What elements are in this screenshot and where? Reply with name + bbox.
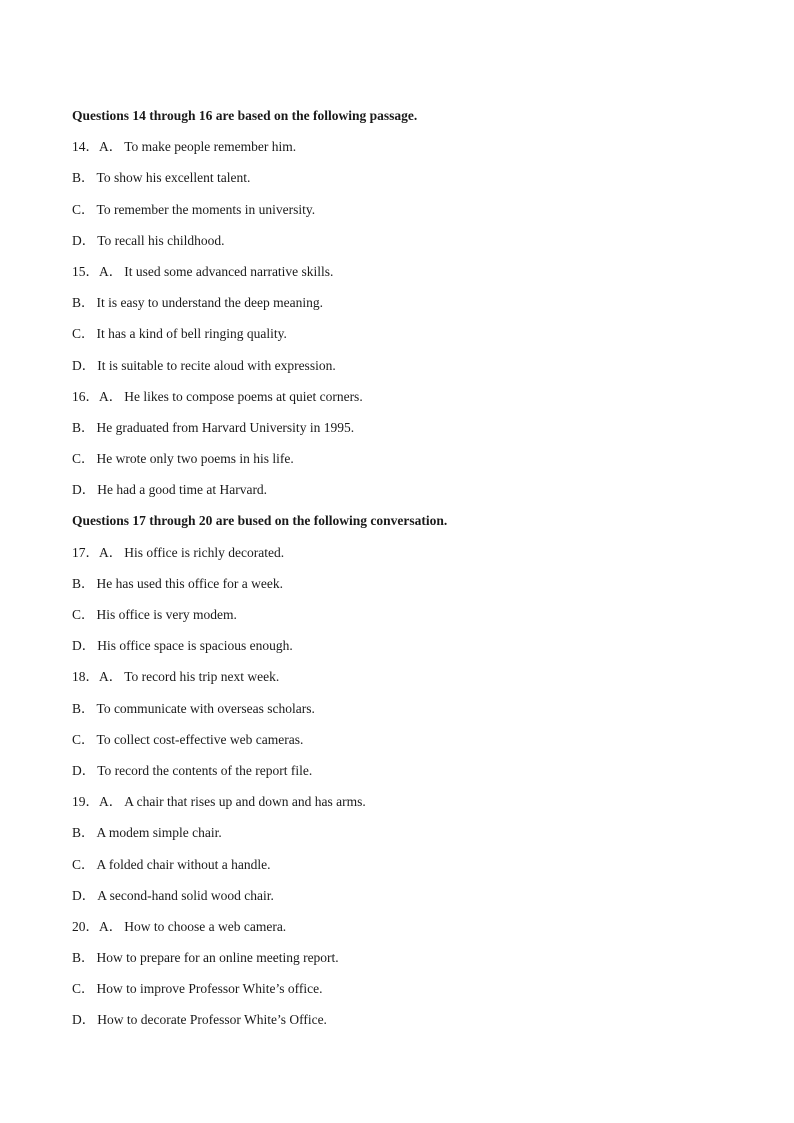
question-17-option-d — [72, 630, 752, 661]
question-19-option-c — [72, 849, 752, 880]
question-18-option-b — [72, 693, 752, 724]
option-label: D． — [72, 638, 96, 654]
option-label: 15．A． — [72, 263, 123, 279]
option-label: B． — [72, 170, 95, 186]
option-text: How to prepare for an online meeting report. — [96, 950, 339, 966]
question-18-option-c — [72, 724, 752, 755]
question-16-option-b — [72, 412, 752, 443]
question-19-option-d — [72, 880, 752, 911]
question-15-option-c — [72, 318, 752, 349]
option-label: B． — [72, 419, 95, 435]
option-text: It has a kind of bell ringing quality. — [96, 326, 287, 342]
option-label: B． — [72, 825, 95, 841]
option-label: 16．A． — [72, 388, 123, 404]
option-label: D． — [72, 232, 96, 248]
option-text: To remember the moments in university. — [96, 201, 316, 217]
option-label: D． — [72, 1012, 96, 1028]
option-text: A chair that rises up and down and has arms. — [124, 794, 366, 810]
option-label: B． — [72, 295, 95, 311]
question-20-option-c — [72, 973, 752, 1004]
option-text: To record the contents of the report file. — [97, 762, 313, 778]
question-18-option-a — [72, 661, 752, 692]
option-text: To make people remember him. — [124, 139, 297, 155]
question-14-option-c — [72, 194, 752, 225]
question-15-option-d — [72, 350, 752, 381]
option-label: C． — [72, 607, 95, 622]
question-17-option-a — [72, 537, 752, 568]
option-label: B． — [72, 950, 95, 966]
option-text: To collect cost-effective web cameras. — [96, 731, 304, 747]
option-text: How to improve Professor White’s office. — [96, 981, 323, 997]
option-text: It used some advanced narrative skills. — [124, 263, 334, 279]
option-text: His office space is spacious enough. — [97, 638, 293, 654]
option-label: C． — [72, 451, 95, 467]
option-label: 19．A． — [72, 794, 123, 810]
option-label: C． — [72, 856, 95, 872]
question-16-option-c — [72, 443, 752, 474]
question-19-option-a — [72, 786, 752, 817]
section-heading-14-16: Questions 14 through 16 are based on the following passage. — [72, 108, 418, 123]
option-label: B． — [72, 700, 95, 716]
option-text: A second-hand solid wood chair. — [97, 887, 274, 903]
option-label: C． — [72, 731, 95, 747]
question-16-option-d — [72, 474, 752, 505]
option-text: He graduated from Harvard University in 1995. — [96, 419, 355, 435]
question-15-option-b — [72, 287, 752, 318]
question-14-option-b — [72, 162, 752, 193]
option-text: A modem simple chair. — [96, 825, 222, 841]
option-label: C． — [72, 201, 95, 217]
option-label: D． — [72, 482, 96, 498]
option-label: B． — [72, 575, 95, 591]
option-text: His office is richly decorated. — [124, 544, 285, 560]
question-19-option-b — [72, 817, 752, 848]
question-20-option-b — [72, 942, 752, 973]
option-label: C． — [72, 326, 95, 342]
option-label: D． — [72, 887, 96, 903]
option-text: His office is very modem. — [96, 607, 237, 622]
question-17-option-c — [72, 599, 752, 630]
option-label: C． — [72, 981, 95, 997]
question-14-option-a — [72, 131, 752, 162]
option-label: 17．A． — [72, 544, 123, 560]
option-label: 14．A． — [72, 139, 123, 155]
option-text: He had a good time at Harvard. — [97, 482, 268, 498]
question-17-option-b — [72, 568, 752, 599]
question-20-option-d — [72, 1004, 752, 1035]
option-label: 20．A． — [72, 918, 123, 934]
question-18-option-d — [72, 755, 752, 786]
option-text: To record his trip next week. — [124, 669, 280, 685]
option-text: How to choose a web camera. — [124, 918, 287, 934]
option-text: It is suitable to recite aloud with expression. — [97, 357, 336, 373]
option-text: He has used this office for a week. — [96, 575, 283, 591]
question-20-option-a — [72, 911, 752, 942]
option-text: He wrote only two poems in his life. — [96, 451, 294, 467]
option-text: To show his excellent talent. — [96, 170, 251, 186]
option-text: A folded chair without a handle. — [96, 856, 271, 872]
option-text: To communicate with overseas scholars. — [96, 700, 315, 716]
option-text: To recall his childhood. — [97, 232, 225, 248]
question-14-option-d — [72, 225, 752, 256]
option-label: D． — [72, 762, 96, 778]
question-16-option-a — [72, 381, 752, 412]
exam-page — [72, 100, 752, 1036]
option-label: 18．A． — [72, 669, 123, 685]
option-text: It is easy to understand the deep meaning. — [96, 295, 323, 311]
question-15-option-a — [72, 256, 752, 287]
option-text: He likes to compose poems at quiet corners. — [124, 388, 363, 404]
option-text: How to decorate Professor White’s Office. — [97, 1012, 327, 1028]
option-label: D． — [72, 357, 96, 373]
section-heading-17-20: Questions 17 through 20 are bused on the following conversation. — [72, 513, 448, 529]
